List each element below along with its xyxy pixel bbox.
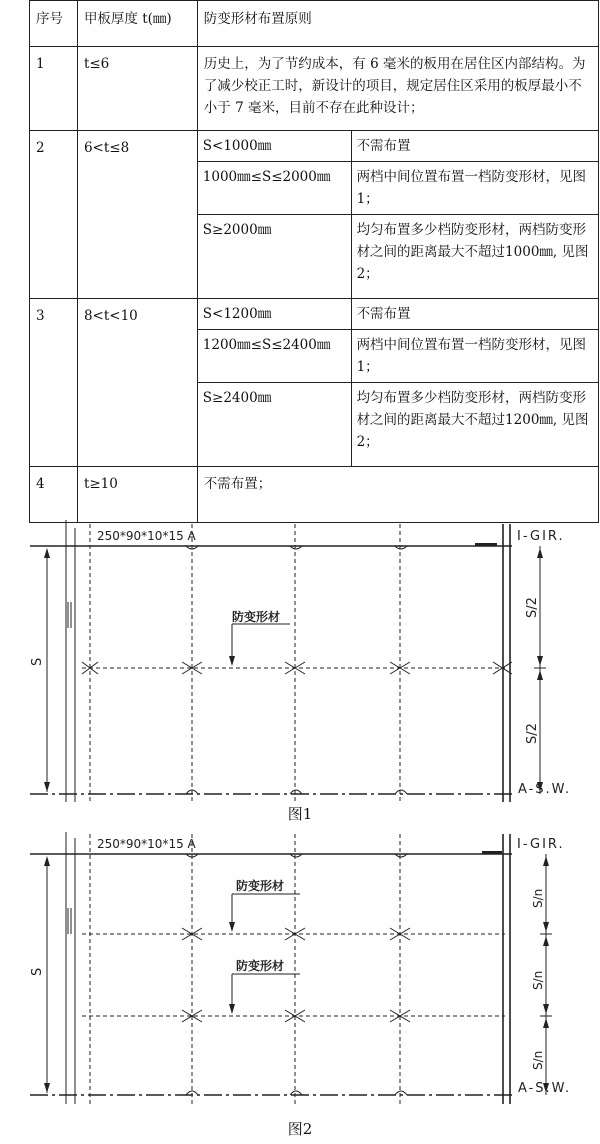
header-rule: 防变形材布置原则 bbox=[197, 1, 598, 47]
table-row bbox=[30, 47, 599, 131]
stiffener-label: 防变形材 bbox=[236, 959, 285, 973]
side-wall-label: A-S.W. bbox=[518, 782, 572, 797]
row-thickness: 8<t<10 bbox=[77, 299, 197, 467]
figure-1-drawing bbox=[0, 518, 600, 803]
row-no: 3 bbox=[30, 299, 78, 467]
span-label: S bbox=[30, 657, 45, 666]
span-range: S≥2400㎜ bbox=[197, 383, 351, 467]
row-thickness: 6<t≤8 bbox=[77, 131, 197, 299]
table-row bbox=[30, 131, 599, 162]
girder-label: I-GIR. bbox=[517, 837, 565, 852]
span-range: S<1000㎜ bbox=[197, 131, 351, 162]
table-row bbox=[30, 467, 599, 523]
span-range: S<1200㎜ bbox=[197, 299, 351, 330]
stiffener-label: 防变形材 bbox=[232, 610, 281, 624]
row-no: 4 bbox=[30, 467, 78, 523]
segment-label: S/n bbox=[531, 888, 545, 908]
span-range: S≥2000㎜ bbox=[197, 215, 351, 299]
table-row bbox=[30, 299, 599, 330]
span-rule: 两档中间位置布置一档防变形材，见图 1； bbox=[351, 162, 598, 215]
row-rule: 历史上，为了节约成本，有 6 毫米的板用在居住区内部结构。为了减少校正工时，新设计的项目，规定居住区采用的板厚最小不小于 7 毫米，目前不存在此种设计； bbox=[197, 47, 598, 131]
figure-2-drawing bbox=[0, 830, 600, 1106]
header-no: 序号 bbox=[30, 1, 78, 47]
half-span-label: S/2 bbox=[525, 723, 540, 744]
deformation-rule-table bbox=[29, 0, 599, 523]
row-thickness: t≤6 bbox=[77, 47, 197, 131]
span-rule: 均匀布置多少档防变形材，两档防变形材之间的距离最大不超过1200㎜, 见图 2； bbox=[351, 383, 598, 467]
figure-2-caption: 图2 bbox=[287, 1120, 313, 1138]
row-thickness: t≥10 bbox=[77, 467, 197, 523]
header-thickness: 甲板厚度 t(㎜) bbox=[77, 1, 197, 47]
row-no: 2 bbox=[30, 131, 78, 299]
girder-label: I-GIR. bbox=[517, 529, 565, 544]
profile-spec: 250*90*10*15 A bbox=[97, 529, 196, 543]
span-rule: 不需布置 bbox=[351, 131, 598, 162]
row-rule: 不需布置； bbox=[197, 467, 598, 523]
side-wall-label: A-S.W. bbox=[518, 1081, 572, 1096]
profile-spec: 250*90*10*15 A bbox=[97, 837, 196, 851]
half-span-label: S/2 bbox=[525, 597, 540, 618]
span-label: S bbox=[30, 967, 45, 976]
row-no: 1 bbox=[30, 47, 78, 131]
span-rule: 不需布置 bbox=[351, 299, 598, 330]
span-rule: 均匀布置多少档防变形材，两档防变形材之间的距离最大不超过1000㎜, 见图 2； bbox=[351, 215, 598, 299]
segment-label: S/n bbox=[531, 970, 545, 990]
figure-1-caption: 图1 bbox=[287, 805, 313, 823]
segment-label: S/n bbox=[531, 1050, 545, 1070]
span-rule: 两档中间位置布置一档防变形材，见图 1； bbox=[351, 330, 598, 383]
span-range: 1200㎜≤S≤2400㎜ bbox=[197, 330, 351, 383]
span-range: 1000㎜≤S≤2000㎜ bbox=[197, 162, 351, 215]
stiffener-label: 防变形材 bbox=[236, 879, 285, 893]
